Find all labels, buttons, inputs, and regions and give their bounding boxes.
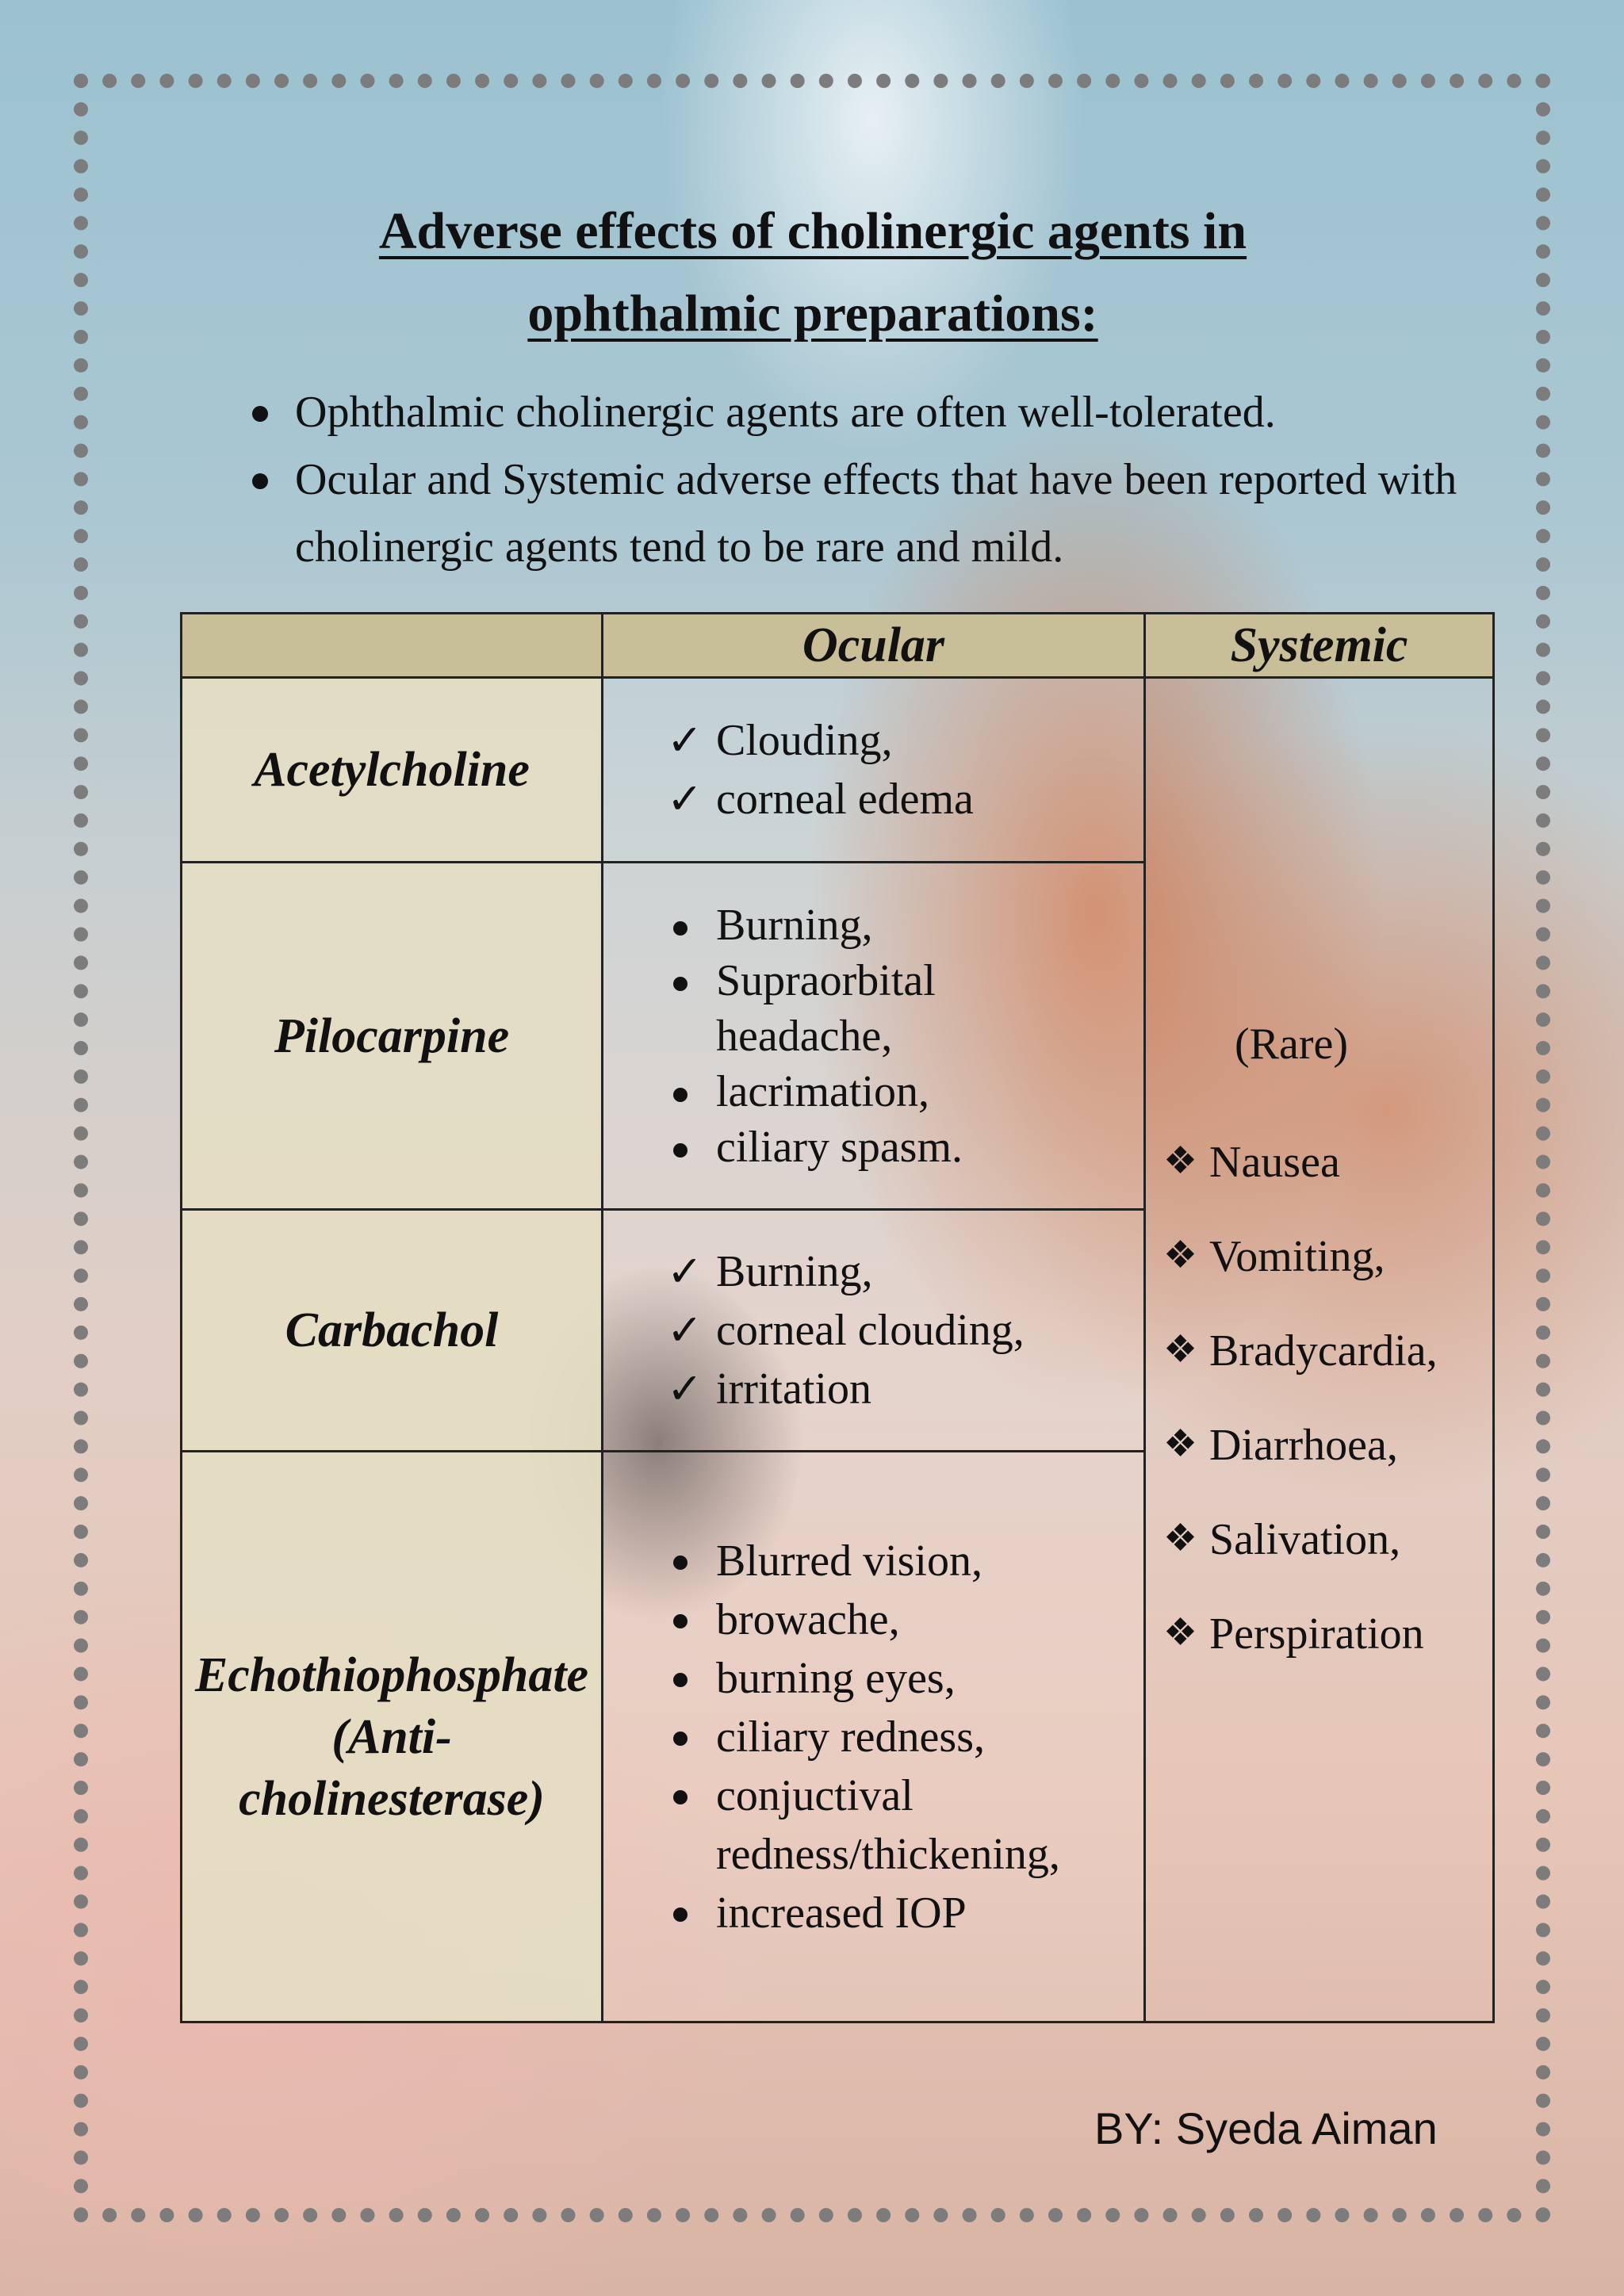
- systemic-effects-list: [1163, 1115, 1492, 1682]
- systemic-effects-cell: [1145, 678, 1494, 2022]
- systemic-effect-item: ❖ Salivation,: [1163, 1493, 1492, 1587]
- page-title: [238, 190, 1388, 355]
- author-credit: BY: Syeda Aiman: [1094, 2103, 1438, 2153]
- header-cell-empty: [182, 614, 603, 678]
- intro-item: Ocular and Systemic adverse effects that have been reported with cholinergic agents tend to be rare and mild.: [238, 446, 1475, 581]
- systemic-effect-item: ❖ Perspiration: [1163, 1587, 1492, 1682]
- ocular-effect-item: Supraorbital headache,: [667, 953, 1104, 1064]
- ocular-effects-cell: [603, 678, 1145, 863]
- header-cell-ocular: Ocular: [603, 614, 1145, 678]
- ocular-effects-list: [667, 711, 1104, 828]
- drug-name-echothiophosphate: Echothiophosphate (Anti-cholinesterase): [182, 1452, 603, 2022]
- drug-name-pilocarpine: Pilocarpine: [182, 863, 603, 1210]
- systemic-effect-item: ❖ Vomiting,: [1163, 1210, 1492, 1304]
- ocular-effects-list: [667, 897, 1104, 1175]
- title-line-1: Adverse effects of cholinergic agents in: [378, 202, 1247, 260]
- ocular-effects-list: [667, 1532, 1104, 1942]
- header-cell-systemic: Systemic: [1145, 614, 1494, 678]
- ocular-effect-item: ✓ irritation: [667, 1360, 1104, 1418]
- ocular-effect-item: Burning,: [667, 897, 1104, 953]
- intro-list: [238, 379, 1475, 581]
- ocular-effect-item: burning eyes,: [667, 1649, 1104, 1708]
- systemic-effect-item: ❖ Nausea: [1163, 1115, 1492, 1210]
- adverse-effects-table: [180, 612, 1495, 2023]
- ocular-effect-item: ✓ Clouding,: [667, 711, 1104, 770]
- ocular-effect-item: browache,: [667, 1590, 1104, 1649]
- ocular-effect-item: lacrimation,: [667, 1064, 1104, 1119]
- ocular-effects-cell: [603, 863, 1145, 1210]
- intro-item: Ophthalmic cholinergic agents are often well-tolerated.: [238, 379, 1475, 446]
- ocular-effect-item: ✓ corneal clouding,: [667, 1301, 1104, 1360]
- title-line-2: ophthalmic preparations:: [527, 285, 1098, 342]
- ocular-effects-list: [667, 1242, 1104, 1418]
- ocular-effect-item: ✓ Burning,: [667, 1242, 1104, 1301]
- ocular-effect-item: Blurred vision,: [667, 1532, 1104, 1590]
- ocular-effect-item: ✓ corneal edema: [667, 770, 1104, 828]
- systemic-rare-note: (Rare): [1235, 1019, 1349, 1069]
- ocular-effect-item: ciliary redness,: [667, 1708, 1104, 1766]
- drug-name-acetylcholine: Acetylcholine: [182, 678, 603, 863]
- ocular-effects-cell: [603, 1452, 1145, 2022]
- table-row: [182, 678, 1494, 863]
- table-header-row: [182, 614, 1494, 678]
- systemic-effect-item: ❖ Bradycardia,: [1163, 1304, 1492, 1399]
- ocular-effect-item: ciliary spasm.: [667, 1119, 1104, 1175]
- ocular-effects-cell: [603, 1210, 1145, 1452]
- systemic-effect-item: ❖ Diarrhoea,: [1163, 1399, 1492, 1493]
- ocular-effect-item: conjuctival redness/thickening,: [667, 1766, 1104, 1884]
- drug-name-carbachol: Carbachol: [182, 1210, 603, 1452]
- ocular-effect-item: increased IOP: [667, 1884, 1104, 1942]
